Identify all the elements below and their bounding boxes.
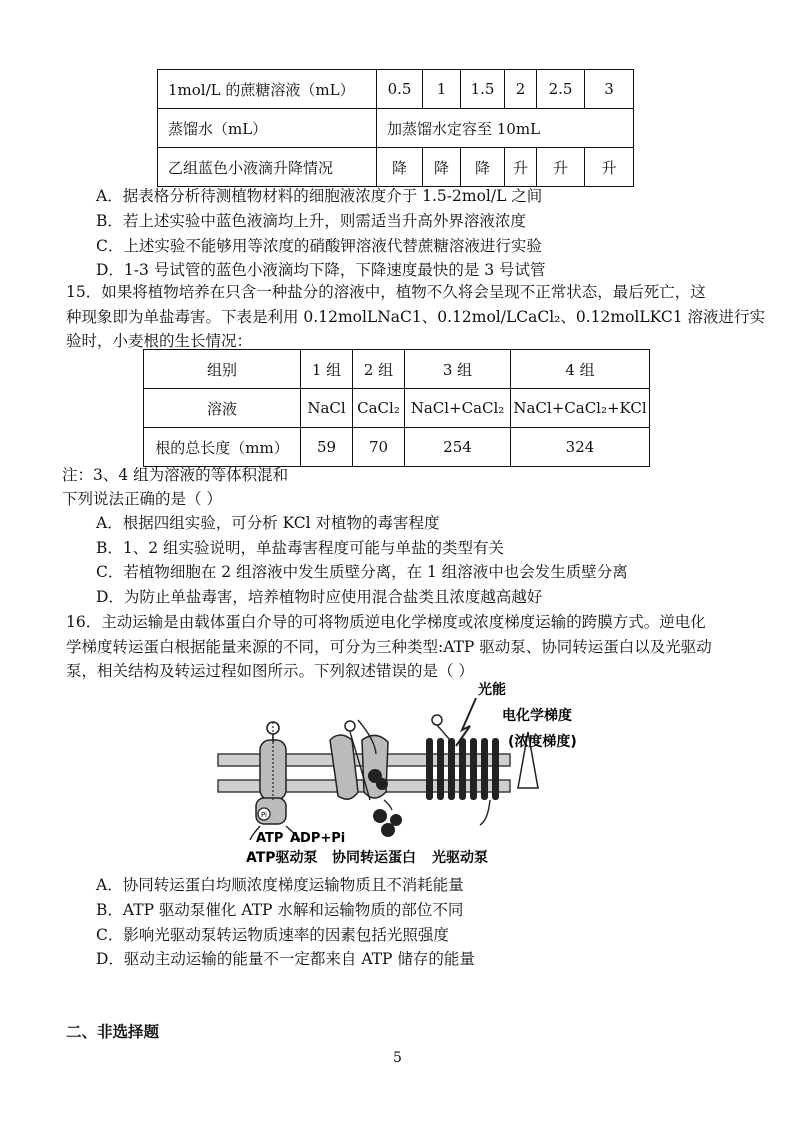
option-b: B．ATP 驱动泵催化 ATP 水解和运输物质的部位不同 xyxy=(96,901,464,919)
table-note: 注：3、4 组为溶液的等体积混和 xyxy=(62,466,289,484)
question-stem: 学梯度转运蛋白根据能量来源的不同，可分为三种类型:ATP 驱动泵、协同转运蛋白以及光驱动 xyxy=(66,638,712,656)
root-growth-table xyxy=(143,349,650,467)
table-cell: 升 xyxy=(585,148,634,187)
section-title: 二、非选择题 xyxy=(66,1023,160,1041)
table-cell: 降 xyxy=(423,148,461,187)
table-row xyxy=(158,148,634,187)
cotransporter-icon xyxy=(330,720,402,837)
page-number: 5 xyxy=(393,1050,402,1066)
table-cell: 溶液 xyxy=(144,389,301,428)
table-cell: 乙组蓝色小液滴升降情况 xyxy=(158,148,377,187)
option-a: A．协同转运蛋白均顺浓度梯度运输物质且不消耗能量 xyxy=(96,876,464,894)
table-cell: 加蒸馏水定容至 10mL xyxy=(377,109,634,148)
atp-label: ATP xyxy=(256,831,284,846)
table-header: 4 组 xyxy=(511,350,650,389)
table-row xyxy=(144,350,650,389)
option-c: C．若植物细胞在 2 组溶液中发生质壁分离，在 1 组溶液中也会发生质壁分离 xyxy=(96,563,628,581)
table-cell: 324 xyxy=(511,428,650,467)
option-d: D．驱动主动运输的能量不一定都来自 ATP 储存的能量 xyxy=(96,950,475,968)
table-cell: 1 xyxy=(423,70,461,109)
option-c: C．影响光驱动泵转运物质速率的因素包括光照强度 xyxy=(96,926,449,944)
table-cell: 降 xyxy=(377,148,423,187)
option-d: D．为防止单盐毒害，培养植物时应使用混合盐类且浓度越高越好 xyxy=(96,588,543,606)
option-a: A．根据四组实验，可分析 KCl 对植物的毒害程度 xyxy=(96,514,440,532)
light-energy-label: 光能 xyxy=(478,682,506,698)
table-header: 3 组 xyxy=(405,350,511,389)
option-c: C．上述实验不能够用等浓度的硝酸钾溶液代替蔗糖溶液进行实验 xyxy=(96,237,542,255)
question-stem: 种现象即为单盐毒害。下表是利用 0.12molLNaC1、0.12mol/LCaCl₂、0.12molLKC1 溶液进行实 xyxy=(66,308,765,326)
question-stem: 16．主动运输是由载体蛋白介导的可将物质逆电化学梯度或浓度梯度运输的跨膜方式。逆电化 xyxy=(66,613,706,631)
table-row xyxy=(144,389,650,428)
table-header: 组别 xyxy=(144,350,301,389)
question-stem: 验时，小麦根的生长情况： xyxy=(66,332,253,350)
table-cell: CaCl₂ xyxy=(353,389,405,428)
table-cell: 降 xyxy=(461,148,505,187)
table-row xyxy=(144,428,650,467)
question-prompt: 下列说法正确的是（ ） xyxy=(62,490,222,508)
question-stem: 15．如果将植物培养在只含一种盐分的溶液中，植物不久将会呈现不正常状态，最后死亡，这 xyxy=(66,283,706,301)
table-cell: 59 xyxy=(301,428,353,467)
table-cell: 升 xyxy=(537,148,585,187)
table-cell: 254 xyxy=(405,428,511,467)
table-cell: 1mol/L 的蔗糖溶液（mL） xyxy=(158,70,377,109)
option-b: B．若上述实验中蓝色液滴均上升，则需适当升高外界溶液浓度 xyxy=(96,212,526,230)
table-cell: NaCl xyxy=(301,389,353,428)
question-stem: 泵，相关结构及转运过程如图所示。下列叙述错误的是（ ） xyxy=(66,662,474,680)
table-cell: 2 xyxy=(505,70,537,109)
table-row xyxy=(158,109,634,148)
cotransporter-label: 协同转运蛋白 xyxy=(332,850,416,866)
table-cell: NaCl+CaCl₂+KCl xyxy=(511,389,650,428)
table-header: 2 组 xyxy=(353,350,405,389)
option-b: B．1、2 组实验说明，单盐毒害程度可能与单盐的类型有关 xyxy=(96,539,505,557)
table-cell: NaCl+CaCl₂ xyxy=(405,389,511,428)
adp-label: ADP+Pi xyxy=(290,831,346,846)
table-cell: 1.5 xyxy=(461,70,505,109)
table-cell: 升 xyxy=(505,148,537,187)
pi-circle-label: Pi xyxy=(260,811,268,819)
gradient-label-2: (浓度梯度) xyxy=(508,734,577,750)
table-cell: 根的总长度（mm） xyxy=(144,428,301,467)
atp-pump-label: ATP驱动泵 xyxy=(246,850,318,866)
table-cell: 0.5 xyxy=(377,70,423,109)
table-row xyxy=(158,70,634,109)
transport-diagram xyxy=(200,680,620,870)
table-header: 1 组 xyxy=(301,350,353,389)
table-cell: 2.5 xyxy=(537,70,585,109)
table-cell: 70 xyxy=(353,428,405,467)
table-cell: 蒸馏水（mL） xyxy=(158,109,377,148)
option-d: D．1-3 号试管的蓝色小液滴均下降，下降速度最快的是 3 号试管 xyxy=(96,261,546,279)
sucrose-table xyxy=(157,69,634,187)
table-cell: 3 xyxy=(585,70,634,109)
light-pump-label: 光驱动泵 xyxy=(432,850,488,866)
option-a: A．据表格分析待测植物材料的细胞液浓度介于 1.5-2mol/L 之间 xyxy=(96,187,543,205)
gradient-label: 电化学梯度 xyxy=(502,708,572,724)
